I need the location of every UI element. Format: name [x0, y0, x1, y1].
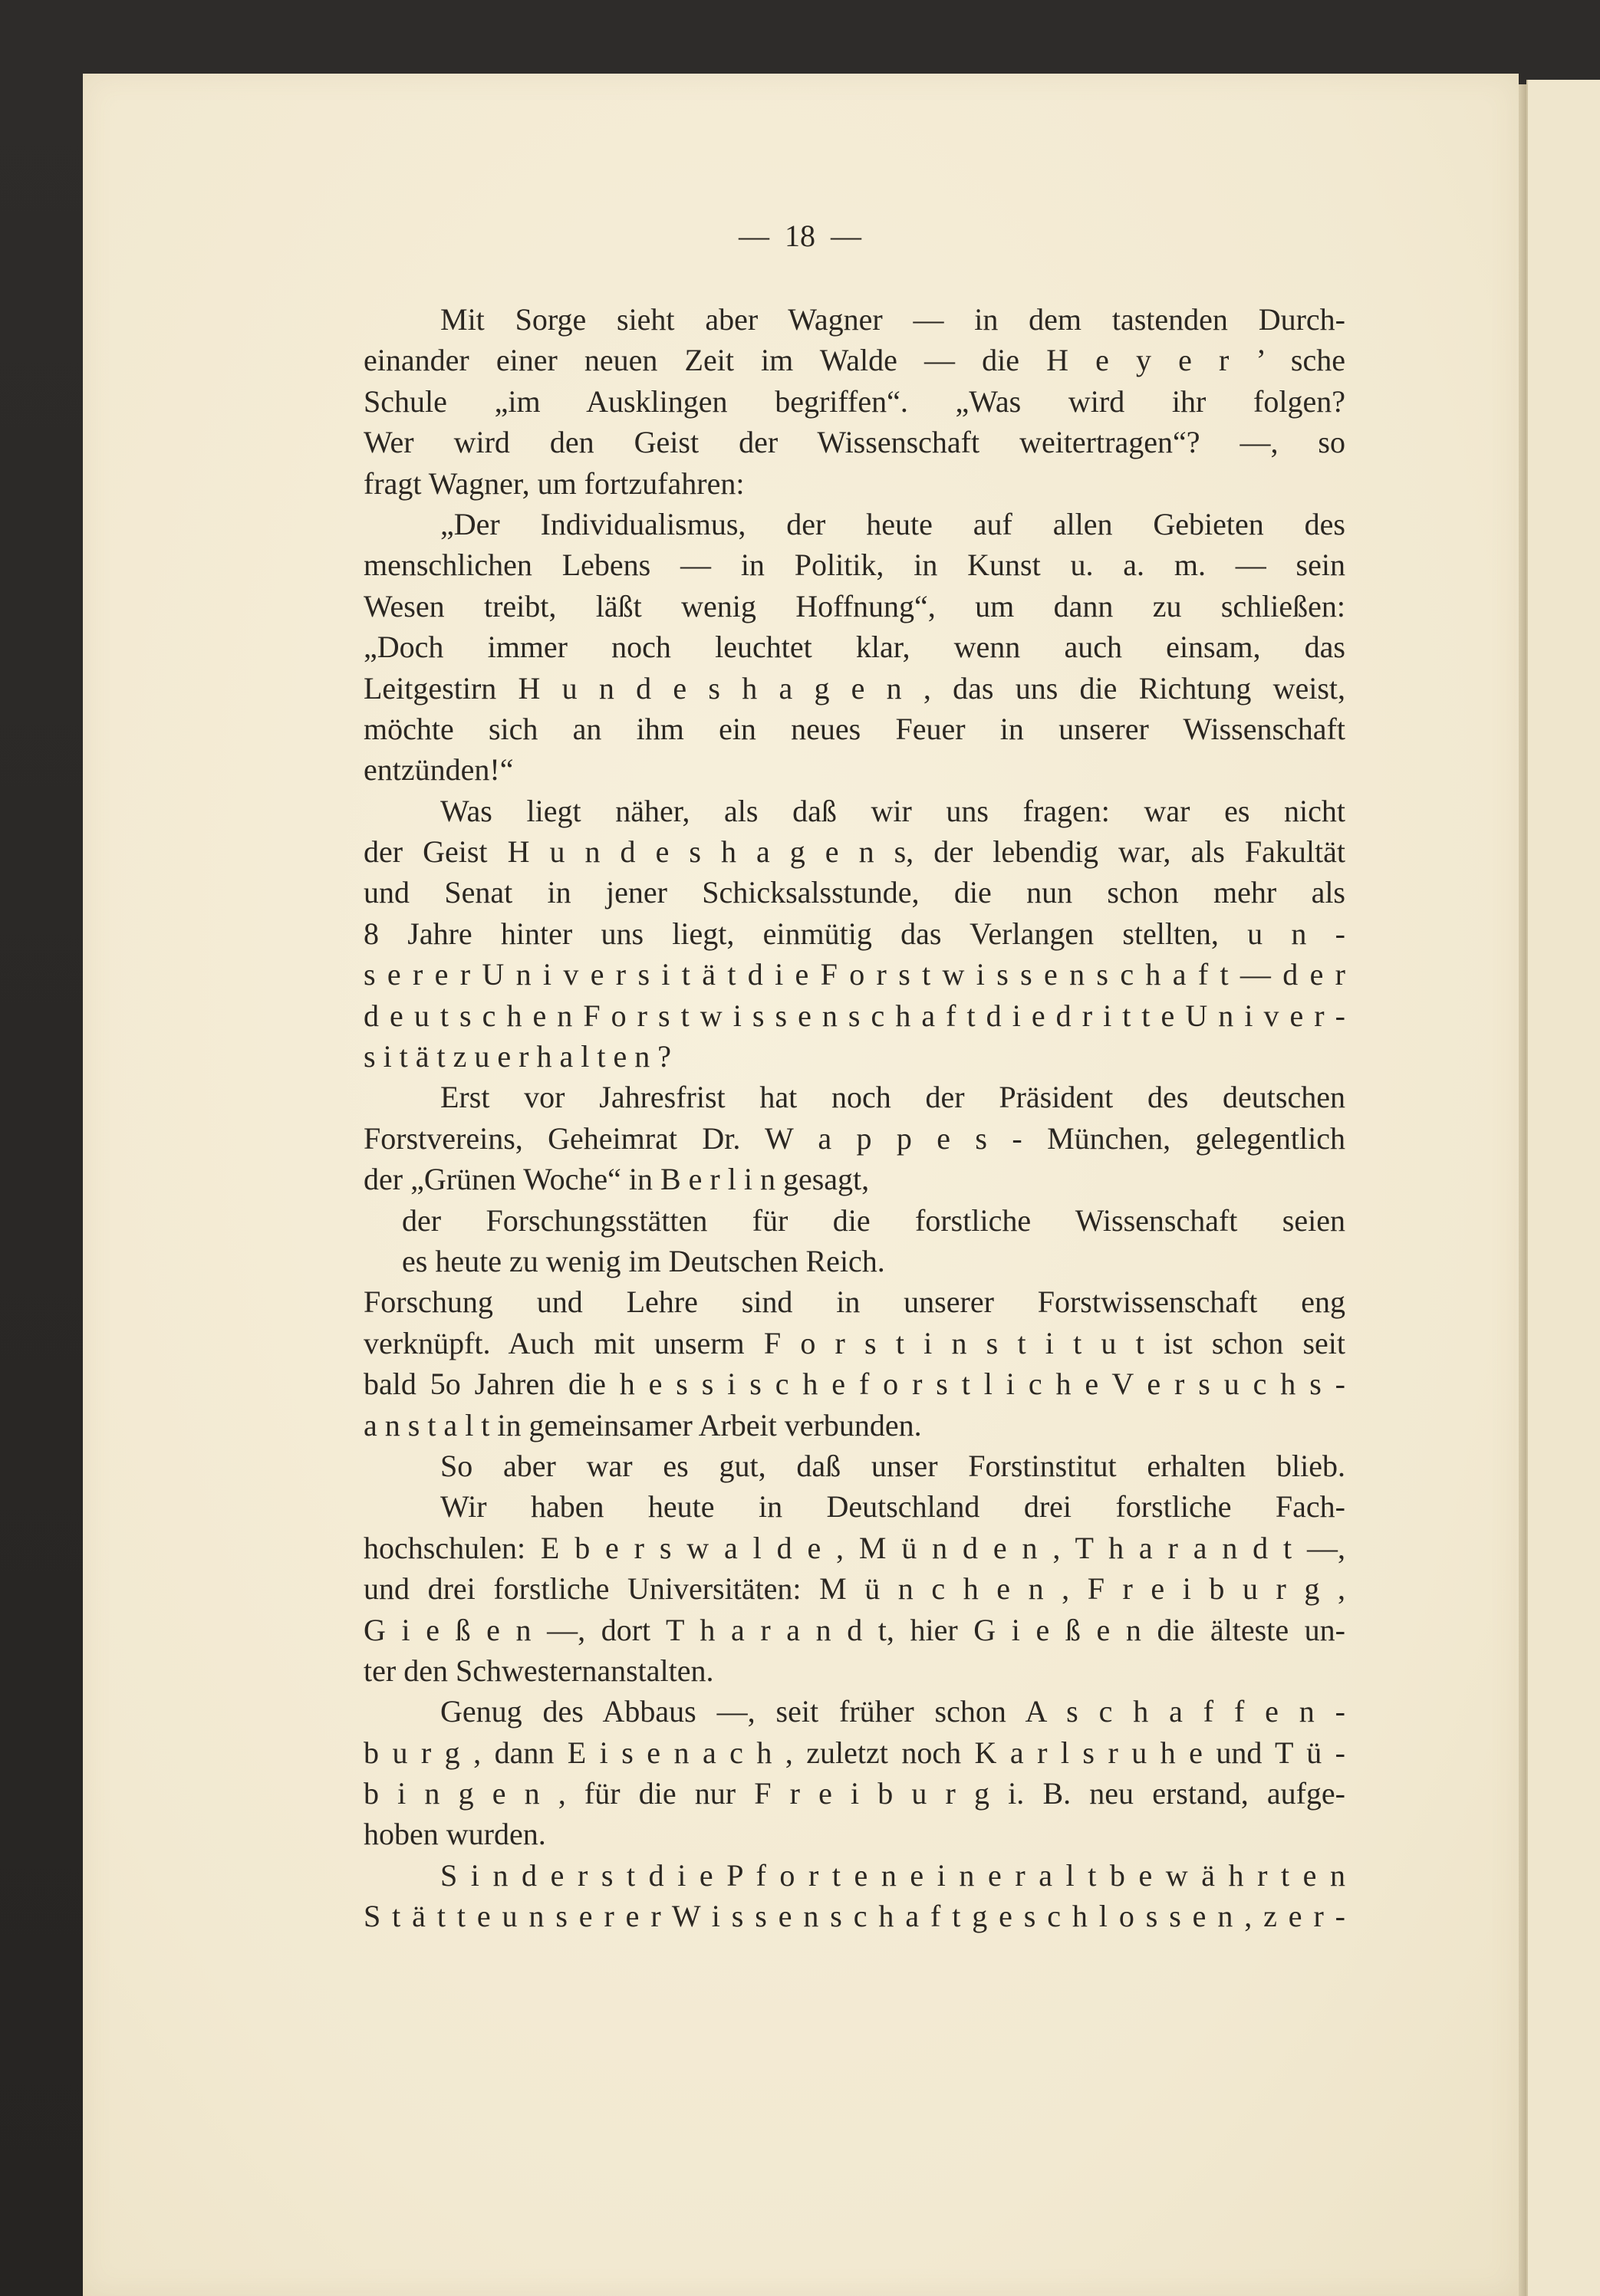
- text-line: S i n d e r s t d i e P f o r t e n e i n e r a l t b e w ä h r t e n: [440, 1857, 1345, 1893]
- text-line: Genug des Abbaus —, seit früher schon A s c h a f f e n -: [440, 1694, 1345, 1729]
- text-line: Mit Sorge sieht aber Wagner — in dem tastenden Durch-: [440, 302, 1345, 337]
- text-line: Was liegt näher, als daß wir uns fragen: war es nicht: [440, 793, 1345, 828]
- text-line: G i e ß e n —, dort T h a r a n d t, hier G i e ß e n die älteste un-: [364, 1612, 1345, 1647]
- text-line: „Der Individualismus, der heute auf allen Gebieten des: [440, 506, 1345, 541]
- text-line: s i t ä t z u e r h a l t e n ?: [364, 1039, 671, 1074]
- page-number: — 18 —: [739, 219, 861, 253]
- text-line: Schule „im Ausklingen begriffen“. „Was wird ihr folgen?: [364, 383, 1345, 419]
- page-edge: [1519, 84, 1526, 2296]
- text-line: der Forschungsstätten für die forstliche Wissenschaft seien: [402, 1202, 1345, 1238]
- text-line: einander einer neuen Zeit im Walde — die H e y e r ’ sche: [364, 343, 1345, 378]
- text-line: b i n g e n , für die nur F r e i b u r g i. B. neu erstand, aufge-: [364, 1776, 1345, 1811]
- text-line: menschlichen Lebens — in Politik, in Kunst u. a. m. — sein: [364, 548, 1345, 583]
- text-line: d e u t s c h e n F o r s t w i s s e n s c h a f t d i e d r i t t e U n i v e r -: [364, 998, 1345, 1033]
- text-line: Wesen treibt, läßt wenig Hoffnung“, um dann zu schließen:: [364, 588, 1345, 623]
- text-line: Forschung und Lehre sind in unserer Forstwissenschaft eng: [364, 1285, 1345, 1320]
- text-line: verknüpft. Auch mit unserm F o r s t i n s t i t u t ist schon seit: [364, 1325, 1345, 1360]
- text-line: und Senat in jener Schicksalsstunde, die nun schon mehr als: [364, 875, 1345, 910]
- text-line: S t ä t t e u n s e r e r W i s s e n s c h a f t g e s c h l o s s e n , z e r -: [364, 1899, 1345, 1934]
- text-line: hoben wurden.: [364, 1817, 546, 1852]
- text-line: b u r g , dann E i s e n a c h , zuletzt noch K a r l s r u h e und T ü -: [364, 1735, 1345, 1770]
- text-line: entzünden!“: [364, 752, 514, 788]
- text-line: der Geist H u n d e s h a g e n s, der lebendig war, als Fakultät: [364, 834, 1345, 870]
- text-line: s e r e r U n i v e r s i t ä t d i e F o r s t w i s s e n s c h a f t — d e r: [364, 957, 1345, 992]
- text-line: Leitgestirn H u n d e s h a g e n , das uns die Richtung weist,: [364, 670, 1345, 706]
- text-line: Forstvereins, Geheimrat Dr. W a p p e s - München, gelegentlich: [364, 1120, 1345, 1156]
- text-line: bald 5o Jahren die h e s s i s c h e f o r s t l i c h e V e r s u c h s -: [364, 1367, 1345, 1402]
- text-line: ter den Schwesternanstalten.: [364, 1653, 714, 1688]
- text-line: Wer wird den Geist der Wissenschaft weitertragen“? —, so: [364, 425, 1345, 460]
- text-line: a n s t a l t in gemeinsamer Arbeit verbunden.: [364, 1407, 922, 1442]
- text-line: Erst vor Jahresfrist hat noch der Präsident des deutschen: [440, 1080, 1345, 1115]
- text-line: es heute zu wenig im Deutschen Reich.: [402, 1243, 885, 1278]
- text-line: 8 Jahre hinter uns liegt, einmütig das Verlangen stellten, u n -: [364, 916, 1345, 951]
- text-line: fragt Wagner, um fortzufahren:: [364, 465, 745, 501]
- page-body-text: [364, 299, 1345, 1937]
- text-line: „Doch immer noch leuchtet klar, wenn auch einsam, das: [364, 630, 1345, 665]
- text-line: Wir haben heute in Deutschland drei forstliche Fach-: [440, 1489, 1345, 1525]
- text-line: und drei forstliche Universitäten: M ü n c h e n , F r e i b u r g ,: [364, 1571, 1345, 1607]
- text-line: der „Grünen Woche“ in B e r l i n gesagt,: [364, 1162, 870, 1197]
- text-line: hochschulen: E b e r s w a l d e , M ü n d e n , T h a r a n d t —,: [364, 1530, 1345, 1565]
- text-line: So aber war es gut, daß unser Forstinstitut erhalten blieb.: [440, 1448, 1345, 1483]
- text-line: möchte sich an ihm ein neues Feuer in unserer Wissenschaft: [364, 711, 1345, 746]
- adjacent-page-strip: [1526, 80, 1600, 2296]
